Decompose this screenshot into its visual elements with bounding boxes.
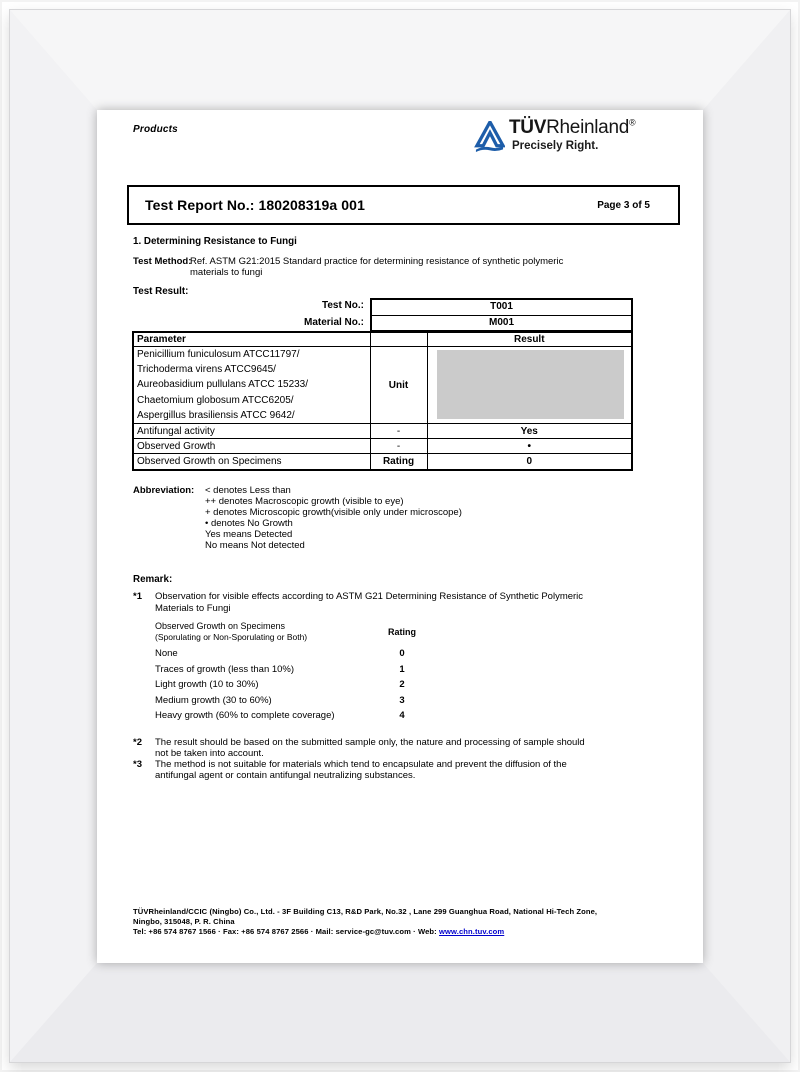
remark1-marker: *1 (133, 591, 142, 602)
rating-row-value: 4 (399, 710, 405, 722)
rating-row (155, 646, 455, 662)
rating-row (155, 693, 455, 709)
rating-row-label: Heavy growth (60% to complete coverage) (155, 710, 335, 722)
test-no-value: T001 (490, 301, 513, 312)
row-growth-result: • (427, 439, 632, 454)
remark3-line1: The method is not suitable for materials which tend to encapsulate and prevent the diffusion of the (155, 759, 567, 770)
unit-header-empty (370, 332, 427, 347)
rating-row-value: 2 (399, 679, 405, 691)
rating-header-line1: Observed Growth on Specimens (155, 621, 286, 631)
abbreviation-line: < denotes Less than (205, 485, 291, 496)
section-heading: 1. Determining Resistance to Fungi (133, 236, 297, 247)
rating-header-line2: (Sporulating or Non-Sporulating or Both) (155, 631, 308, 642)
rating-table (155, 621, 455, 724)
rating-row-label: Traces of growth (less than 10%) (155, 663, 295, 675)
species-4: Chaetomium globosum ATCC6205/ (137, 394, 294, 406)
footer-address-line2: Ningbo, 315048, P. R. China (133, 917, 235, 926)
row-growth-label: Observed Growth (133, 439, 370, 454)
rating-table-header-label (155, 621, 372, 642)
result-table (132, 331, 633, 471)
species-5: Aspergillus brasiliensis ATCC 9642/ (137, 409, 295, 421)
rating-row-label: Medium growth (30 to 60%) (155, 694, 272, 706)
remark2-text (155, 737, 665, 759)
abbreviation-line: Yes means Detected (205, 529, 293, 540)
row-antifungal-result: Yes (427, 424, 632, 439)
table-row (133, 454, 632, 471)
species-3: Aureobasidium pullulans ATCC 15233/ (137, 379, 309, 391)
material-no-value: M001 (372, 315, 631, 331)
tuv-rheinland-logo (474, 118, 636, 154)
remark-heading: Remark: (133, 574, 173, 585)
row-specimens-label: Observed Growth on Specimens (133, 454, 370, 471)
footer (133, 907, 653, 937)
result-placeholder-box (437, 350, 625, 419)
species-2: Trichoderma virens ATCC9645/ (137, 364, 276, 376)
row-specimens-result: 0 (427, 454, 632, 471)
result-placeholder-cell (427, 347, 632, 424)
row-specimens-unit: Rating (370, 454, 427, 471)
abbreviation-line: • denotes No Growth (205, 518, 293, 529)
material-no-label: Material No.: (303, 316, 364, 328)
abbreviation-line: No means Not detected (205, 540, 305, 551)
brand-tuv: TÜV (509, 117, 547, 138)
rating-row-label: None (155, 648, 178, 659)
rating-row-value: 0 (399, 648, 405, 659)
row-growth-unit: - (370, 439, 427, 454)
test-method-label: Test Method: (133, 256, 192, 267)
remark3-marker: *3 (133, 759, 142, 770)
page-indicator: Page 3 of 5 (597, 199, 650, 211)
footer-web-link[interactable]: www.chn.tuv.com (439, 927, 505, 936)
test-method-text (190, 256, 563, 278)
rating-row (155, 677, 455, 693)
table-row (133, 424, 632, 439)
rating-row (155, 708, 455, 724)
abbreviation-line: ++ denotes Macroscopic growth (visible to eye) (205, 496, 404, 507)
brand-text (509, 118, 636, 153)
rating-column-header: Rating (388, 626, 416, 637)
table-header-row (133, 332, 632, 347)
rating-row (155, 662, 455, 678)
result-header: Result (427, 332, 632, 347)
brand-rheinland: Rheinland (546, 117, 629, 138)
test-method-line2: materials to fungi (190, 267, 263, 278)
unit-cell: Unit (370, 347, 427, 424)
footer-contact-line (133, 927, 653, 937)
tuv-triangle-icon (474, 121, 505, 154)
species-list (133, 347, 370, 424)
abbreviation-list (205, 485, 462, 551)
remark2-line2: not be taken into account. (155, 748, 264, 759)
abbreviation-label: Abbreviation: (133, 485, 195, 496)
row-antifungal-unit: - (370, 424, 427, 439)
rating-row-value: 3 (399, 694, 405, 706)
registered-mark-icon: ® (628, 117, 636, 128)
test-no-label: Test No.: (321, 300, 364, 311)
row-antifungal-label: Antifungal activity (133, 424, 370, 439)
rating-row-value: 1 (399, 663, 405, 675)
rating-table-header (155, 621, 455, 642)
abbreviation-line: + denotes Microscopic growth(visible only under microscope) (205, 507, 462, 518)
remark2-line1: The result should be based on the submitted sample only, the nature and processing of sample should (155, 737, 585, 748)
sample-id-labels (132, 298, 370, 332)
rating-row-label: Light growth (10 to 30%) (155, 679, 259, 691)
remark1-line2: Materials to Fungi (155, 602, 231, 614)
report-page (97, 110, 703, 963)
brand-tagline: Precisely Right. (512, 140, 599, 152)
remark1-text (155, 591, 655, 614)
footer-address-line1: TÜVRheinland/CCIC (Ningbo) Co., Ltd. - 3F Building C13, R&D Park, No.32 , Lane 299 Guanghua Road, National Hi-Tech Zone, (133, 907, 598, 916)
test-result-label: Test Result: (133, 286, 189, 297)
picture-frame (10, 10, 790, 1062)
remark3-line2: antifungal agent or contain antifungal neutralizing substances. (155, 770, 416, 781)
sample-id-values (370, 298, 633, 332)
remark3-text (155, 759, 665, 781)
parameter-header: Parameter (133, 332, 370, 347)
remark2-marker: *2 (133, 737, 142, 748)
table-row (133, 439, 632, 454)
report-number-bar (127, 185, 680, 225)
products-label: Products (133, 124, 178, 135)
test-method-line1: Ref. ASTM G21:2015 Standard practice for determining resistance of synthetic polymeric (190, 256, 564, 267)
footer-contact-text: Tel: +86 574 8767 1566 · Fax: +86 574 8767 2566 · Mail: service-gc@tuv.com · Web: (133, 927, 437, 936)
species-1: Penicillium funiculosum ATCC11797/ (137, 349, 300, 361)
report-number: Test Report No.: 180208319a 001 (145, 197, 365, 213)
brand-name (509, 118, 636, 137)
species-row (133, 347, 632, 424)
sample-id-table (132, 298, 633, 332)
remark1-line1: Observation for visible effects according to ASTM G21 Determining Resistance of Synthetic Polymeric (155, 591, 584, 602)
